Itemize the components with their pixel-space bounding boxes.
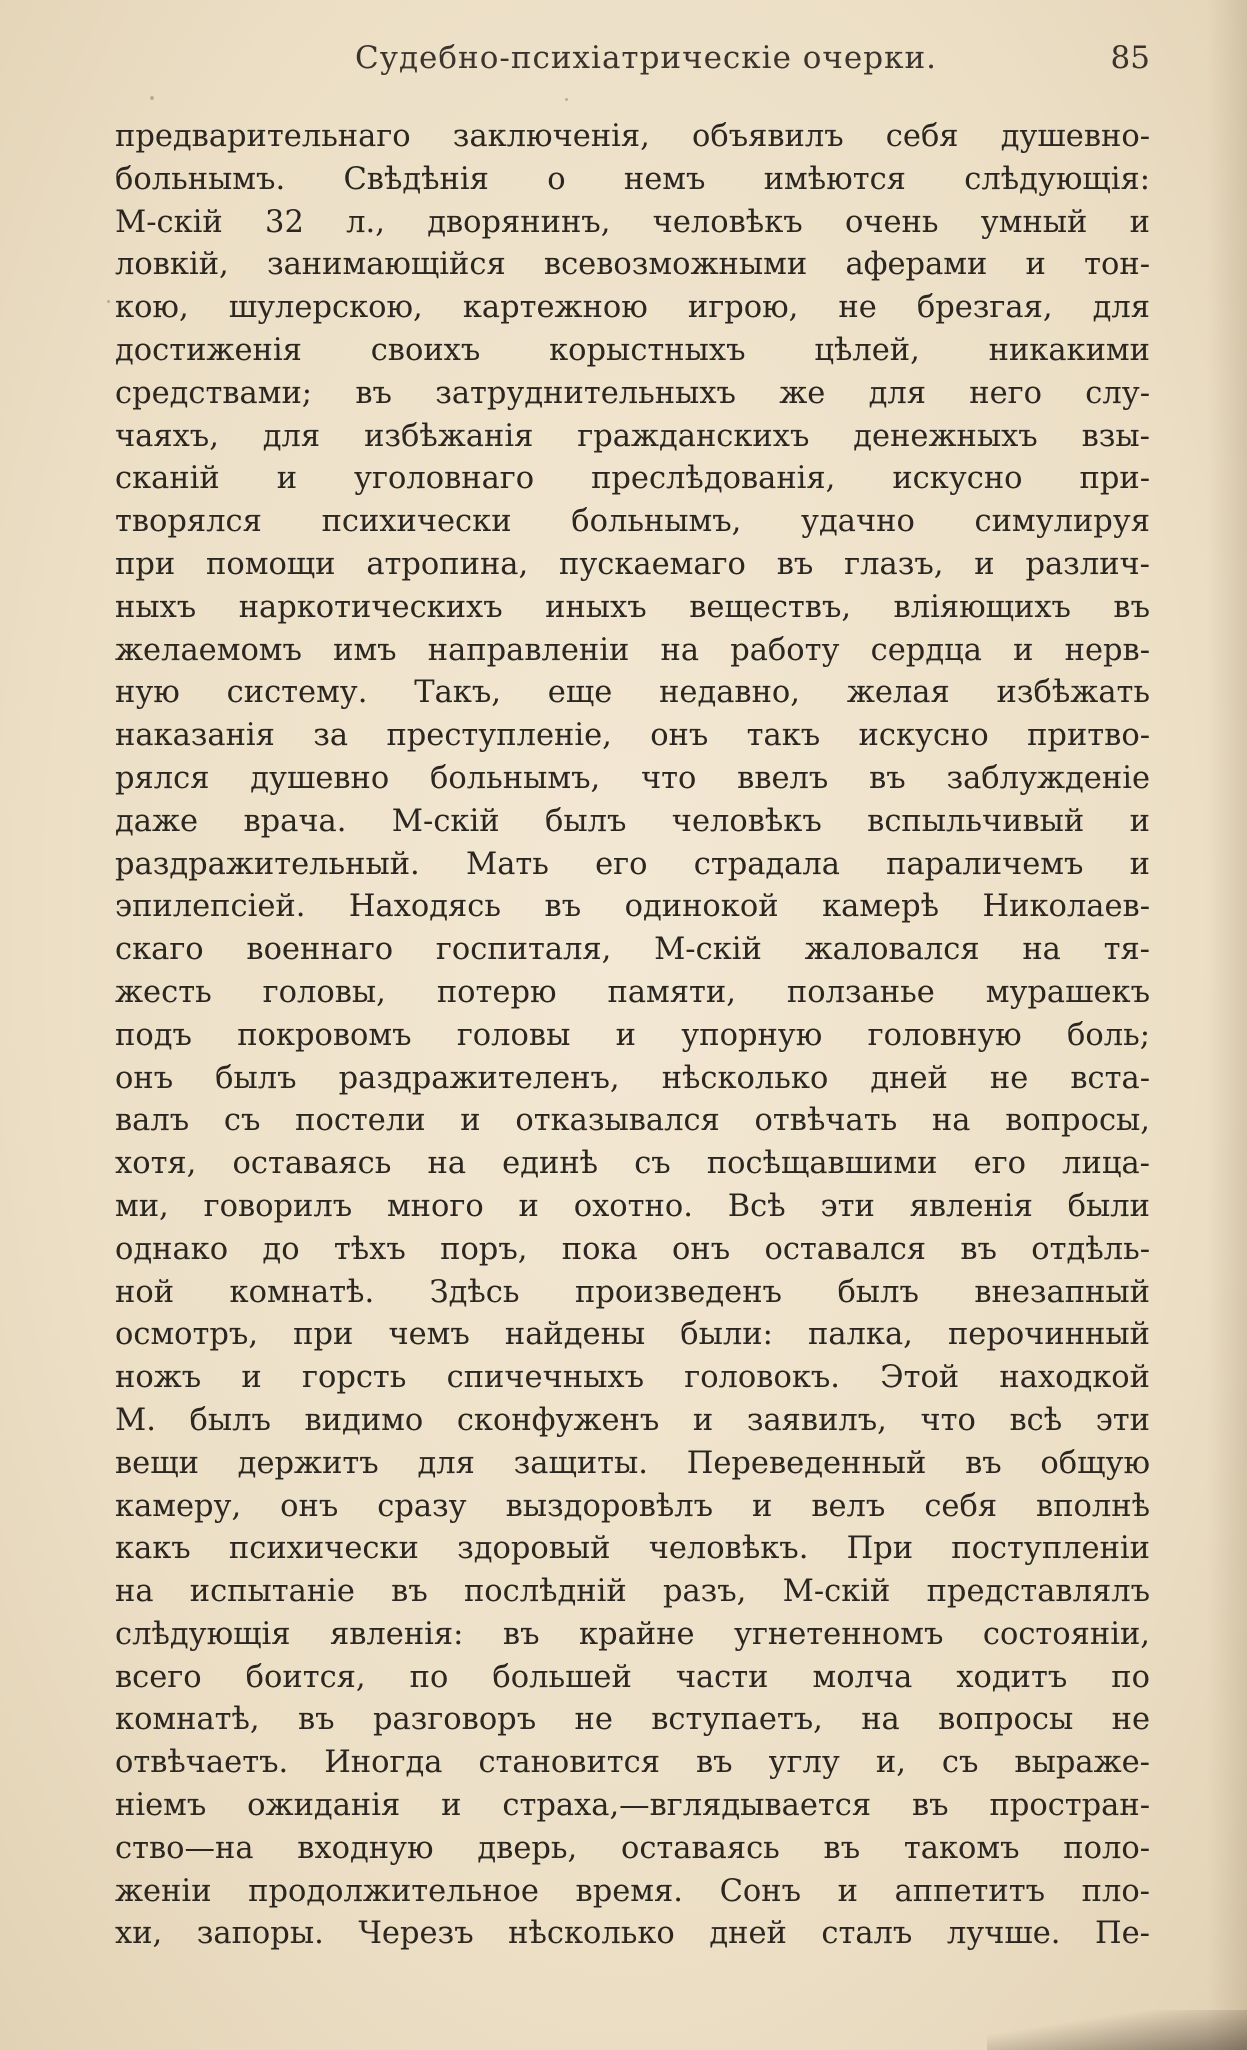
page-number: 85 [1110,40,1150,76]
text-line: ловкій, занимающійся всевозможными аферами и тон- [115,247,1150,283]
body-text [115,116,1150,1956]
text-line: ныхъ наркотическихъ иныхъ веществъ, вліяющихъ въ [115,589,1150,625]
text-line: ніемъ ожиданія и страха,—вглядывается въ простран- [115,1788,1150,1824]
text-line: валъ съ постели и отказывался отвѣчать на вопросы, [115,1103,1150,1139]
text-line: какъ психически здоровый человѣкъ. При поступленіи [115,1531,1150,1567]
text-line: сканій и уголовнаго преслѣдованія, искусно при- [115,461,1150,497]
page-corner-smudge [987,2010,1247,2050]
paper-speck [565,98,568,101]
text-line: всего боится, по большей части молча ходитъ по [115,1659,1150,1695]
text-line: при помощи атропина, пускаемаго въ глазъ, и различ- [115,546,1150,582]
paper-speck [107,300,110,303]
text-line: желаемомъ имъ направленіи на работу сердца и нерв- [115,632,1150,668]
text-line: слѣдующія явленія: въ крайне угнетенномъ состояніи, [115,1616,1150,1652]
text-line: отвѣчаетъ. Иногда становится въ углу и, съ выраже- [115,1745,1150,1781]
text-line: творялся психически больнымъ, удачно симулируя [115,504,1150,540]
text-line: эпилепсіей. Находясь въ одинокой камерѣ Николаев- [115,889,1150,925]
text-line: скаго военнаго госпиталя, М-скій жаловался на тя- [115,932,1150,968]
text-line: средствами; въ затруднительныхъ же для него слу- [115,375,1150,411]
text-line: на испытаніе въ послѣдній разъ, М-скій представлялъ [115,1574,1150,1610]
text-line: предварительнаго заключенія, объявилъ себя душевно- [115,119,1150,154]
text-line: ми, говорилъ много и охотно. Всѣ эти явленія были [115,1188,1150,1224]
text-line: достиженія своихъ корыстныхъ цѣлей, никакими [115,332,1150,368]
text-line: М. былъ видимо сконфуженъ и заявилъ, что всѣ эти [115,1402,1150,1438]
text-line: М-скій 32 л., дворянинъ, человѣкъ очень умный и [115,204,1150,240]
text-line: ную систему. Такъ, еще недавно, желая избѣжать [115,675,1150,711]
text-line: подъ покровомъ головы и упорную головную боль; [115,1017,1150,1053]
text-line: однако до тѣхъ поръ, пока онъ оставался въ отдѣль- [115,1231,1150,1267]
text-line: наказанія за преступленіе, онъ такъ искусно притво- [115,718,1150,754]
page-header [115,40,1150,80]
text-line: раздражительный. Мать его страдала параличемъ и [115,846,1150,882]
text-line: женіи продолжительное время. Сонъ и аппетитъ пло- [115,1873,1150,1909]
text-line: камеру, онъ сразу выздоровѣлъ и велъ себя вполнѣ [115,1488,1150,1524]
text-line: ной комнатѣ. Здѣсь произведенъ былъ внезапный [115,1274,1150,1310]
text-line: осмотръ, при чемъ найдены были: палка, перочинный [115,1317,1150,1353]
text-line: комнатѣ, въ разговоръ не вступаетъ, на вопросы не [115,1702,1150,1738]
text-line: чаяхъ, для избѣжанія гражданскихъ денежныхъ взы- [115,418,1150,454]
page-edge-shadow [1207,0,1247,2050]
text-line: вещи держитъ для защиты. Переведенный въ общую [115,1445,1150,1481]
text-line: онъ былъ раздражителенъ, нѣсколько дней не вста- [115,1060,1150,1096]
text-line: кою, шулерскою, картежною игрою, не брезгая, для [115,290,1150,326]
text-line: даже врача. М-скій былъ человѣкъ вспыльчивый и [115,803,1150,839]
paper-speck [150,96,154,100]
running-title: Судебно-психіатрическіе очерки. [355,40,938,76]
text-line: хи, запоры. Черезъ нѣсколько дней сталъ лучше. Пе- [115,1916,1150,1952]
text-line: больнымъ. Свѣдѣнія о немъ имѣются слѣдующія: [115,161,1150,197]
text-line: ножъ и горсть спичечныхъ головокъ. Этой находкой [115,1360,1150,1396]
text-line: хотя, оставаясь на единѣ съ посѣщавшими его лица- [115,1146,1150,1182]
text-line: жесть головы, потерю памяти, ползанье мурашекъ [115,974,1150,1010]
text-line: ство—на входную дверь, оставаясь въ такомъ поло- [115,1830,1150,1866]
text-line: рялся душевно больнымъ, что ввелъ въ заблужденіе [115,760,1150,796]
